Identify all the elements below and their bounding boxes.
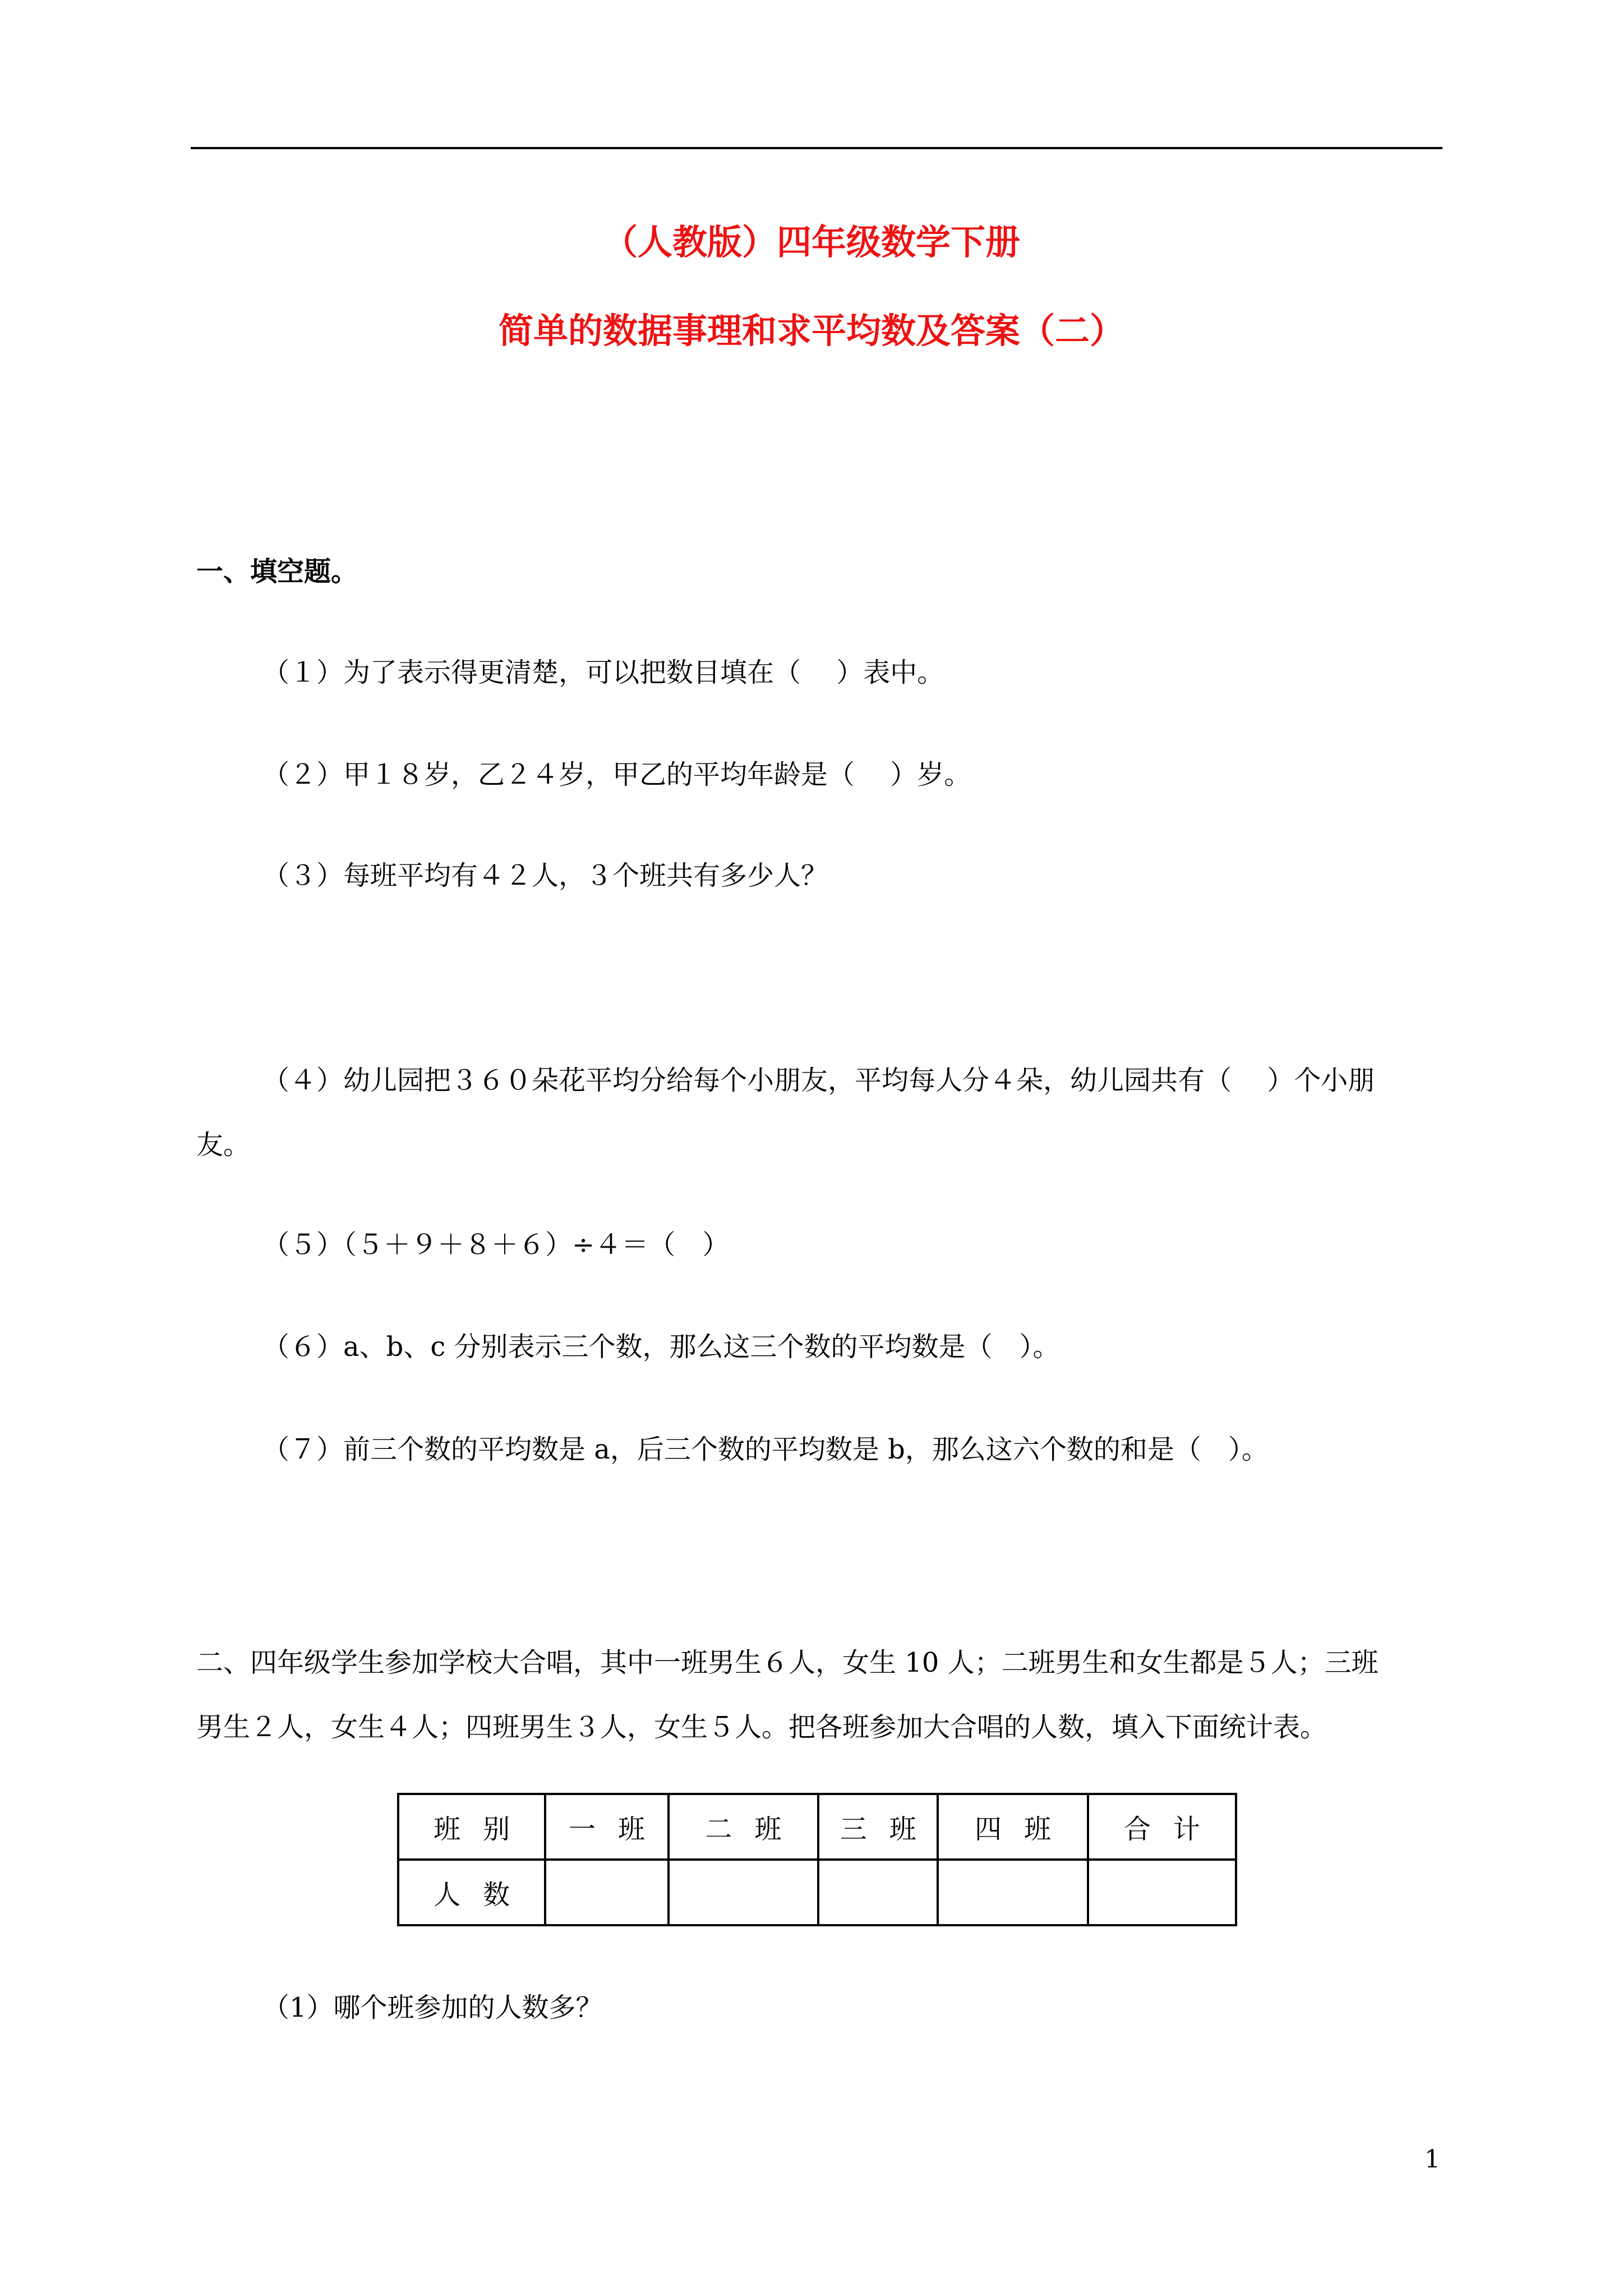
table-cell [818, 1860, 938, 1925]
question-3: （３）每班平均有４２人，３个班共有多少人？ [262, 860, 828, 891]
table-cell [938, 1860, 1087, 1925]
table-row [398, 1860, 1236, 1925]
table-header-cell: 班别 [398, 1794, 545, 1860]
section-2-question-1: （1）哪个班参加的人数多？ [262, 1992, 603, 2023]
table-header-row [398, 1794, 1236, 1860]
question-7: （７）前三个数的平均数是 a，后三个数的平均数是 b，那么这六个数的和是（ ）。 [262, 1434, 1269, 1465]
title-line-2: 简单的数据事理和求平均数及答案（二） [498, 310, 1124, 351]
header-rule [191, 147, 1442, 149]
title-line-1: （人教版）四年级数学下册 [602, 222, 1020, 263]
table-row-label: 人数 [398, 1860, 545, 1925]
table-cell [1088, 1860, 1236, 1925]
section-1-heading: 一、填空题。 [196, 556, 358, 587]
table-header-cell: 合计 [1088, 1794, 1236, 1860]
question-4-continuation: 友。 [196, 1129, 251, 1161]
question-4: （４）幼儿园把３６０朵花平均分给每个小朋友，平均每人分４朵，幼儿园共有（ ）个小朋 [262, 1065, 1375, 1096]
section-2-line-1: 二、四年级学生参加学校大合唱，其中一班男生６人，女生 10 人；二班男生和女生都是５人；三班 [196, 1647, 1378, 1678]
statistics-table [397, 1793, 1237, 1926]
table-header-cell: 四班 [938, 1794, 1087, 1860]
table-header-cell: 三班 [818, 1794, 938, 1860]
table-header-cell: 一班 [545, 1794, 668, 1860]
question-1: （１）为了表示得更清楚，可以把数目填在（ ）表中。 [262, 657, 944, 688]
question-2: （２）甲１８岁，乙２４岁，甲乙的平均年龄是（ ）岁。 [262, 759, 971, 790]
question-5: （５）（５＋９＋８＋６）÷４＝（ ） [262, 1229, 730, 1260]
question-6: （６）a、b、c 分别表示三个数，那么这三个数的平均数是（ ）。 [262, 1331, 1060, 1363]
table-cell [668, 1860, 818, 1925]
page-number: 1 [1424, 2145, 1440, 2174]
table-cell [545, 1860, 668, 1925]
section-2-line-2: 男生２人，女生４人；四班男生３人，女生５人。把各班参加大合唱的人数，填入下面统计表。 [196, 1711, 1327, 1743]
table-header-cell: 二班 [668, 1794, 818, 1860]
